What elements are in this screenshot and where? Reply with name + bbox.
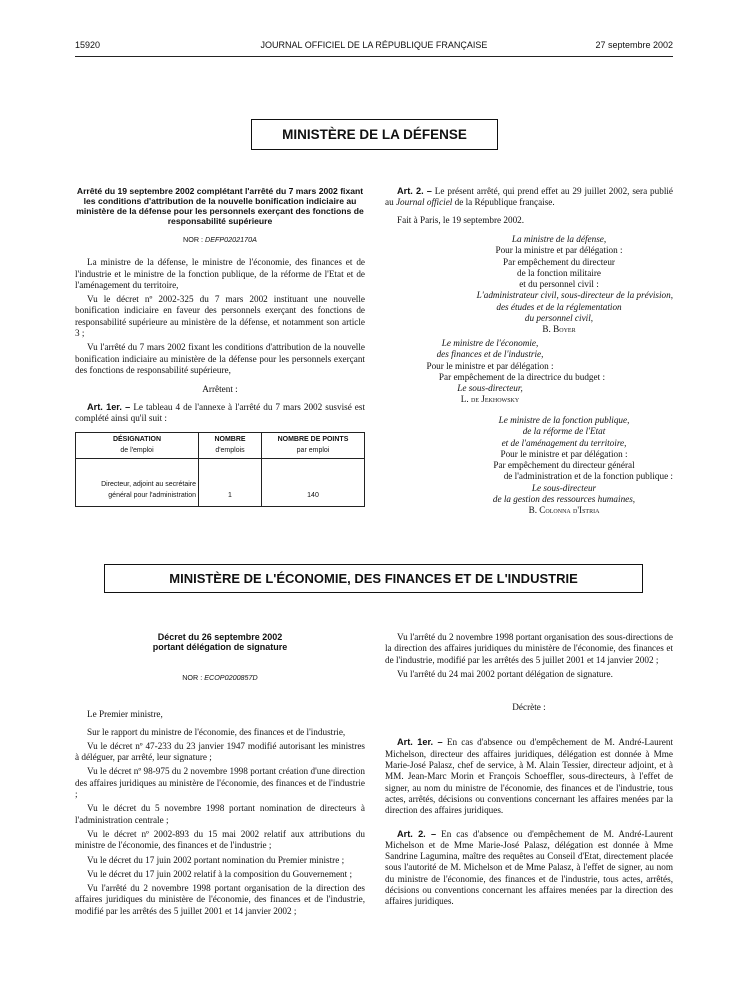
visa: Vu l'arrêté du 24 mai 2002 portant délégation de signature.	[397, 668, 613, 679]
sig-line: de la réforme de l'Etat	[522, 426, 606, 437]
visa: Vu le décret du 17 juin 2002 relatif à la composition du Gouvernement ;	[87, 868, 353, 879]
table-header-designation: DÉSIGNATION de l'emploi	[76, 433, 199, 459]
sig-line: Le ministre de l'économie,	[441, 338, 539, 348]
article-1-text: Le tableau 4 de l'annexe à l'arrêté du 7 mars 2002 susvisé est complété ainsi qu'il suit :	[75, 401, 365, 423]
arrete-left-column	[75, 186, 365, 507]
article-2-text: Le présent arrêté, qui prend effet au 29 juillet 2002, sera publié au	[385, 186, 674, 208]
signatory-name: L. de Jekhowsky	[460, 394, 520, 405]
sig-line: Le ministre de la fonction publique,	[498, 415, 630, 425]
sig-line: Par empêchement de la directrice du budget :	[438, 371, 605, 382]
visa: Vu le décret nº 98-975 du 2 novembre 1998 portant création d'une direction des affaires juridiques au ministère de l'économie, des finances et de l'industrie ;	[75, 766, 365, 800]
ministry-defense-heading: MINISTÈRE DE LA DÉFENSE	[251, 119, 498, 150]
arrete-article-2	[385, 186, 673, 209]
sig-line: La ministre de la défense,	[511, 234, 607, 244]
signature-economie	[385, 338, 605, 406]
article-2-text: En cas d'absence ou d'empêchement de M. André-Laurent Michelson et de Mme Marie-José Palasz, délégation est donnée à Mme Sandrine Lagumina, maître des requêtes au Conseil d'Etat, directement placée sous l'autorité de M. Michelson et de Mme Palasz, à l'effet de signer, au nom du ministre de l'économie, des finances et de l'industrie, tous actes, arrêtés, décisions ou conventions concernant les affaires menées par la direction des affaires juridiques.	[385, 828, 674, 907]
decret-title-line-2: portant délégation de signature	[152, 642, 288, 652]
nbi-table	[75, 432, 365, 507]
visa: Vu le décret nº 2002-893 du 15 mai 2002 relatif aux attributions du ministre de l'économie, des finances et de l'industrie ;	[75, 828, 365, 851]
sig-line: Le sous-directeur,	[457, 383, 523, 394]
journal-officiel-ref: Journal officiel	[395, 197, 453, 208]
signature-defense	[385, 234, 673, 336]
arrete-vu-arrete: Vu l'arrêté du 7 mars 2002 fixant les conditions d'attribution de la nouvelle bonification indiciaire au ministère de la défense pour les personnels exerçant des fonctions de responsabilité supérieure,	[75, 342, 365, 375]
article-1-label: Art. 1er. –	[87, 401, 131, 412]
arrete-preamble: La ministre de la défense, le ministre de l'économie, des finances et de l'industrie et le ministre de la fonction publique, de la réforme de l'Etat et de l'aménagement du territoire,	[75, 257, 365, 290]
sig-line: de l'administration et de la fonction publique :	[503, 471, 673, 482]
table-header-nombre: NOMBRE d'emplois	[199, 433, 262, 459]
sig-line: de la fonction militaire	[517, 267, 601, 278]
sig-line: L'administrateur civil, sous-directeur de la prévision,	[476, 290, 673, 301]
sig-line: de la gestion des ressources humaines,	[492, 494, 636, 505]
fait-a-paris: Fait à Paris, le 19 septembre 2002.	[397, 214, 525, 225]
nor-code: DEFP0202170A	[205, 235, 257, 244]
visa: Vu l'arrêté du 2 novembre 1998 portant organisation des sous-directions de la direction des affaires juridiques du ministère de l'économie, des finances et de l'industrie, modifié par les arrêtés des 5 juillet 2001 et 14 janvier 2002 ;	[385, 632, 673, 665]
visa: Vu l'arrêté du 2 novembre 1998 portant organisation de la direction des affaires juridiques du ministère de l'économie, des finances et de l'industrie, modifié par les arrêtés des 5 juillet 2001 et 14 janvier 2002 ;	[75, 883, 365, 916]
page-number: 15920	[75, 40, 101, 50]
arrete-article-1	[75, 402, 365, 425]
premier-ministre: Le Premier ministre,	[87, 709, 163, 720]
sig-line: Par empêchement du directeur général	[493, 460, 635, 471]
signature-fonction-publique	[455, 415, 673, 517]
signatory-name: B. Colonna d'Istria	[528, 505, 600, 516]
sig-line: des finances et de l'industrie,	[436, 349, 544, 360]
arrete-vu-decret: Vu le décret nº 2002-325 du 7 mars 2002 instituant une nouvelle bonification indiciaire en faveur des personnels exerçant des fonctions de responsabilité supérieure au ministère de la défense, et notamment son article 3 ;	[75, 294, 365, 339]
sig-line: Le sous-directeur	[531, 482, 597, 493]
decret-article-2	[385, 829, 673, 908]
visa: Sur le rapport du ministre de l'économie, des finances et de l'industrie,	[87, 726, 346, 737]
sig-line: Par empêchement du directeur	[503, 256, 615, 267]
publication-date: 27 septembre 2002	[595, 40, 673, 50]
decret-left-column	[75, 632, 365, 920]
sig-line: Pour la ministre et par délégation :	[495, 245, 623, 256]
decret-title-line-1: Décret du 26 septembre 2002	[157, 632, 283, 642]
sig-line: Pour le ministre et par délégation :	[426, 360, 554, 371]
sig-line: Pour le ministre et par délégation :	[500, 448, 628, 459]
article-2-text-end: de la République française.	[454, 197, 555, 208]
decret-article-1	[385, 737, 673, 816]
signatory-name: B. Boyer	[542, 324, 576, 335]
table-cell-nombre: 1	[199, 458, 262, 506]
sig-line: du personnel civil,	[524, 313, 594, 324]
table-cell-points: 140	[262, 458, 365, 506]
sig-line: et de l'aménagement du territoire,	[501, 437, 627, 448]
arrete-right-column	[385, 186, 673, 229]
nor-code: ECOP0200857D	[204, 673, 258, 682]
arrete-nor	[75, 234, 365, 245]
decret-right-column	[385, 632, 673, 911]
visa: Vu le décret nº 47-233 du 23 janvier 1947 modifié autorisant les ministres à déléguer, par arrêté, leur signature ;	[75, 740, 365, 763]
sig-line: et du personnel civil :	[519, 279, 599, 290]
visa: Vu le décret du 5 novembre 1998 portant nomination de directeurs à l'administration centrale ;	[75, 803, 365, 825]
table-header-points: NOMBRE DE POINTS par emploi	[262, 433, 365, 459]
ministry-economie-heading: MINISTÈRE DE L'ÉCONOMIE, DES FINANCES ET DE L'INDUSTRIE	[104, 564, 643, 593]
article-2-label: Art. 2. –	[397, 828, 437, 839]
arrete-title: Arrêté du 19 septembre 2002 complétant l'arrêté du 7 mars 2002 fixant les conditions d'attribution de la nouvelle bonification indiciaire au ministère de la défense pour les personnels exerçant des fonctions de responsabilité supérieure	[76, 186, 364, 226]
sig-line: des études et de la réglementation	[496, 301, 622, 312]
decret-nor	[75, 672, 365, 683]
decrete-label: Décrète :	[512, 702, 546, 713]
journal-title: JOURNAL OFFICIEL DE LA RÉPUBLIQUE FRANÇAISE	[260, 40, 488, 50]
header-rule	[75, 56, 673, 57]
table-cell-designation: Directeur, adjoint au secrétaire général pour l'administration	[76, 458, 199, 506]
table-row	[76, 458, 365, 506]
nor-label: NOR :	[183, 235, 203, 244]
visa: Vu le décret du 17 juin 2002 portant nomination du Premier ministre ;	[87, 854, 345, 865]
nor-label: NOR :	[182, 673, 203, 682]
article-2-label: Art. 2. –	[397, 186, 432, 196]
article-1-text: En cas d'absence ou d'empêchement de M. André-Laurent Michelson, directeur des affaires juridiques, délégation est donnée à Mme Marie-José Palasz, chef de service, à M. Alain Tessier, directeur adjoint, et à MM. Jean-Marc Morin et François Schoeffler, sous-directeurs, à l'effet de signer, au nom du ministre de l'économie, des finances et de l'industrie, tous actes, arrêtés, décisions ou conventions concernant les affaires menées par la direction des affaires juridiques.	[385, 737, 673, 816]
article-1-label: Art. 1er. –	[397, 737, 443, 748]
arretent-label: Arrêtent :	[202, 384, 238, 395]
